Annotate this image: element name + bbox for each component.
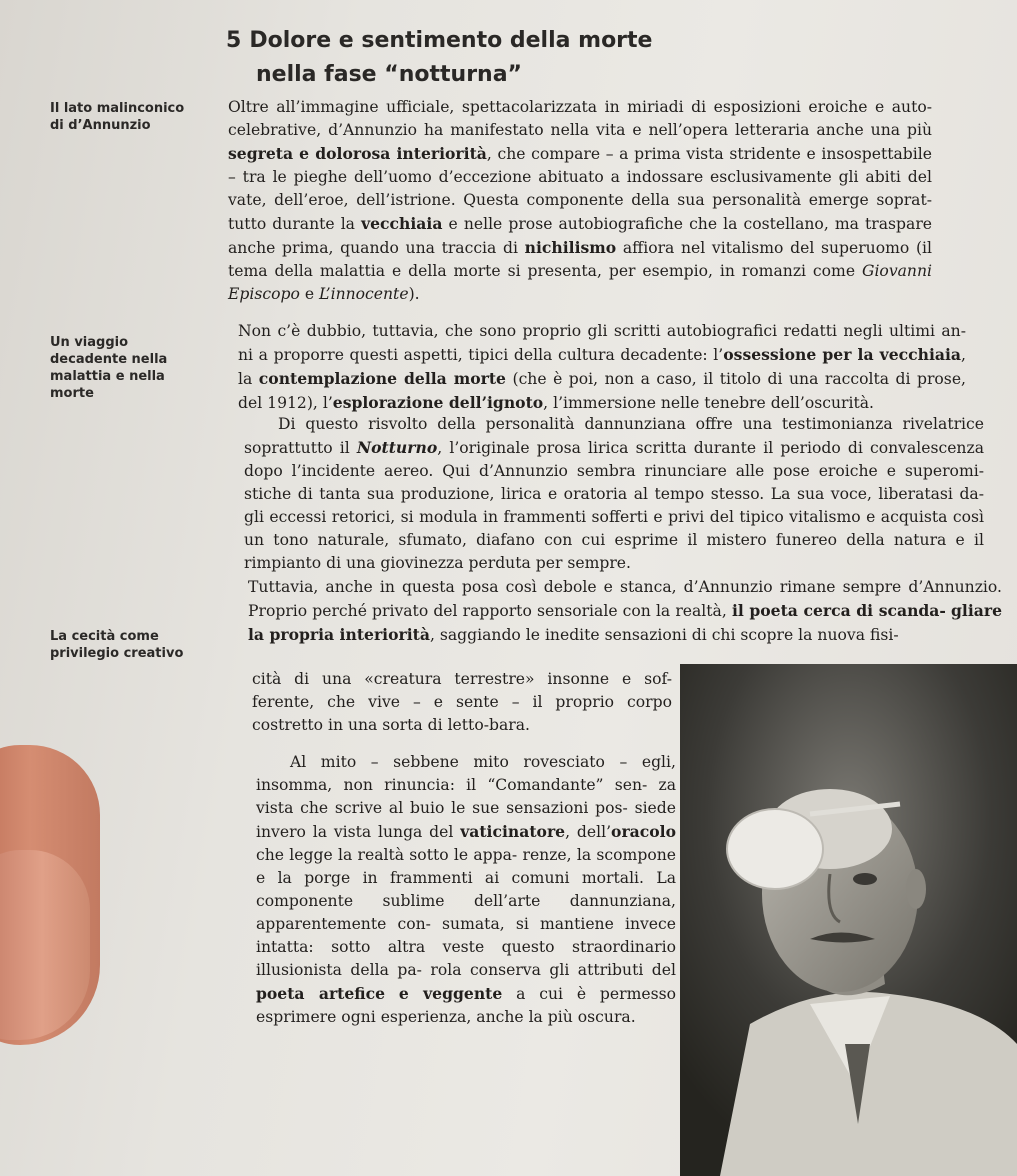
paragraph-4-column: [252, 668, 672, 737]
p5-line: renze, la scompone e la porge in frammenti: [256, 846, 676, 887]
p4-line: costretto in una sorta di letto-bara.: [252, 716, 530, 734]
p3-line: Di questo risvolto della personalità dannunziana offre una testimonianza rivelatrice: [278, 415, 984, 433]
p1-bold-nichilismo: nichilismo: [524, 238, 617, 257]
title-line-2: nella fase “notturna”: [256, 62, 523, 87]
p3-line: gli eccessi retorici, si modula in frammenti sofferti e privi del tipico vitalismo e acquista: [244, 508, 948, 526]
p3-line: così un tono naturale, sfumato, diafano con cui esprime il mistero funereo della natura e: [244, 508, 984, 549]
paragraph-5: [256, 751, 676, 1029]
p5-line: dell’arte dannunziana, apparentemente con-: [256, 892, 677, 933]
p5-bold-oracolo: oracolo: [611, 822, 676, 841]
p1-line: Oltre all’immagine ufficiale, spettacolarizzata in miriadi di esposizioni eroiche e auto-: [228, 98, 932, 116]
p5-line: sumata, si mantiene invece intatta: sotto altra: [256, 915, 676, 956]
p5-line: ai comuni mortali. La componente sublime: [256, 869, 676, 910]
section-title: [226, 24, 652, 92]
p2-line: (che è poi, non a caso, il titolo di una raccolta di prose,: [505, 370, 966, 388]
p4-line: ferente, che vive – e sente – il proprio corpo: [252, 693, 672, 711]
portrait-illustration: [680, 664, 1017, 1176]
p1-line: anche prima, quando una traccia di: [228, 239, 525, 257]
p5-line: Al mito – sebbene mito rovesciato – egli,: [290, 753, 676, 771]
p5-line: siede invero la vista lunga del: [256, 799, 676, 841]
portrait-photo: [680, 664, 1017, 1176]
p1-line: celebrative, d’Annunzio ha manifestato nella vita e nell’opera letteraria anche una più: [228, 121, 932, 139]
p1-line: ).: [408, 285, 420, 303]
p5-line: rola conserva gli attributi del: [430, 961, 676, 979]
p1-bold-vecchiaia: vecchiaia: [361, 214, 443, 233]
p3-line: dopo l’incidente aereo. Qui d’Annunzio sembra rinunciare alle pose eroiche e superomi-: [244, 462, 984, 480]
p2-bold-esplorazione: esplorazione dell’ignoto: [332, 393, 544, 412]
p4-line: Tuttavia, anche in questa posa così debole e stanca, d’Annunzio rimane sempre d’Annunzio.: [248, 578, 1002, 596]
title-line-1: Dolore e sentimento della morte: [249, 28, 653, 53]
p1-italic-innocente: L’innocente: [319, 285, 409, 303]
p3-title-notturno: Notturno: [356, 438, 438, 457]
p2-line: ni a proporre questi aspetti, tipici della cultura decadente: l’: [238, 346, 724, 364]
side-note-viaggio: Un viaggio decadente nella malattia e nella morte: [50, 335, 168, 401]
p3-line: soprattutto il: [244, 439, 357, 457]
p4-line: cità di una «creatura terrestre» insonne e sof-: [252, 670, 672, 688]
p1-italic-episcopo: Episcopo: [228, 285, 300, 303]
paragraph-3: [244, 413, 984, 575]
p1-line: – tra le pieghe dell’uomo d’eccezione abituato a indossare esclusivamente gli abiti del: [228, 168, 932, 186]
p5-line: insomma, non rinuncia: il “Comandante” sen-: [256, 776, 648, 794]
p1-line: tema della malattia e della morte si presenta, per esempio, in romanzi come: [228, 262, 862, 280]
p1-line: tutto durante la: [228, 215, 362, 233]
p1-line: e: [299, 285, 320, 303]
p2-line: Non c’è dubbio, tuttavia, che sono proprio gli scritti autobiografici redatti negli ultimi an-: [238, 322, 966, 340]
paragraph-4-top: [248, 576, 1002, 647]
p2-line: la: [238, 370, 259, 388]
p3-line: il rimpianto di una giovinezza perduta per sempre.: [244, 531, 984, 572]
p5-line: dell’: [576, 823, 612, 841]
p5-bold-poeta-artefice: poeta artefice: [256, 984, 386, 1003]
p2-line: , l’immersione nelle tenebre dell’oscurità.: [543, 394, 874, 412]
p2-line: del 1912), l’: [238, 394, 333, 412]
p2-bold-ossessione: ossessione per la vecchiaia: [723, 345, 962, 364]
p1-line: , che compare – a prima vista stridente e insospettabile: [486, 145, 932, 163]
p3-line: , l’originale prosa lirica scritta durante il periodo di convalescenza: [437, 439, 984, 457]
side-note-cecita: La cecità come privilegio creativo: [50, 629, 184, 661]
p4-line: Proprio perché privato del rapporto sensoriale con la realtà,: [248, 602, 732, 620]
p1-line: affiora nel vitalismo del superuomo (il: [616, 239, 932, 257]
p5-line: za vista che scrive al buio le sue sensazioni pos-: [256, 776, 676, 817]
p3-line: stiche di tanta sua produzione, lirica e oratoria al tempo stesso. La sua voce, liberatasi da-: [244, 485, 984, 503]
p1-line: vate, dell’eroe, dell’istrione. Questa componente della sua personalità emerge soprat-: [228, 191, 932, 209]
p2-bold-contemplazione: contemplazione della morte: [258, 369, 506, 388]
p5-line: che legge la realtà sotto le appa-: [256, 846, 518, 864]
p5-bold-veggente: e veggente: [398, 984, 503, 1003]
p1-line: e nelle prose autobiografiche che la costellano, ma traspare: [442, 215, 932, 233]
p4-line: , saggiando le inedite sensazioni di chi scopre la nuova fisi-: [429, 626, 899, 644]
p5-line: esperienza, anche la più oscura.: [380, 1008, 636, 1026]
section-number: 5: [226, 28, 242, 53]
p4-bold-scandagliare: il poeta cerca di scanda-: [731, 601, 946, 620]
p2-line: ,: [961, 346, 966, 364]
paragraph-1: [228, 96, 932, 306]
p5-line: veste questo straordinario illusionista della pa-: [256, 938, 676, 979]
side-note-malinconico: Il lato malinconico di d’Annunzio: [50, 101, 185, 133]
p5-bold-vaticinatore: vaticinatore: [460, 822, 566, 841]
paragraph-2: [238, 320, 966, 415]
p1-bold-interiorita: segreta e dolorosa interiorità: [228, 144, 487, 163]
p5-line: ,: [565, 823, 571, 841]
p4-bold-interiorita: gliare la propria interiorità: [248, 601, 1002, 644]
p5-line: a cui è permesso esprimere ogni: [256, 985, 676, 1026]
p1-italic-giovanni: Giovanni: [861, 262, 932, 280]
